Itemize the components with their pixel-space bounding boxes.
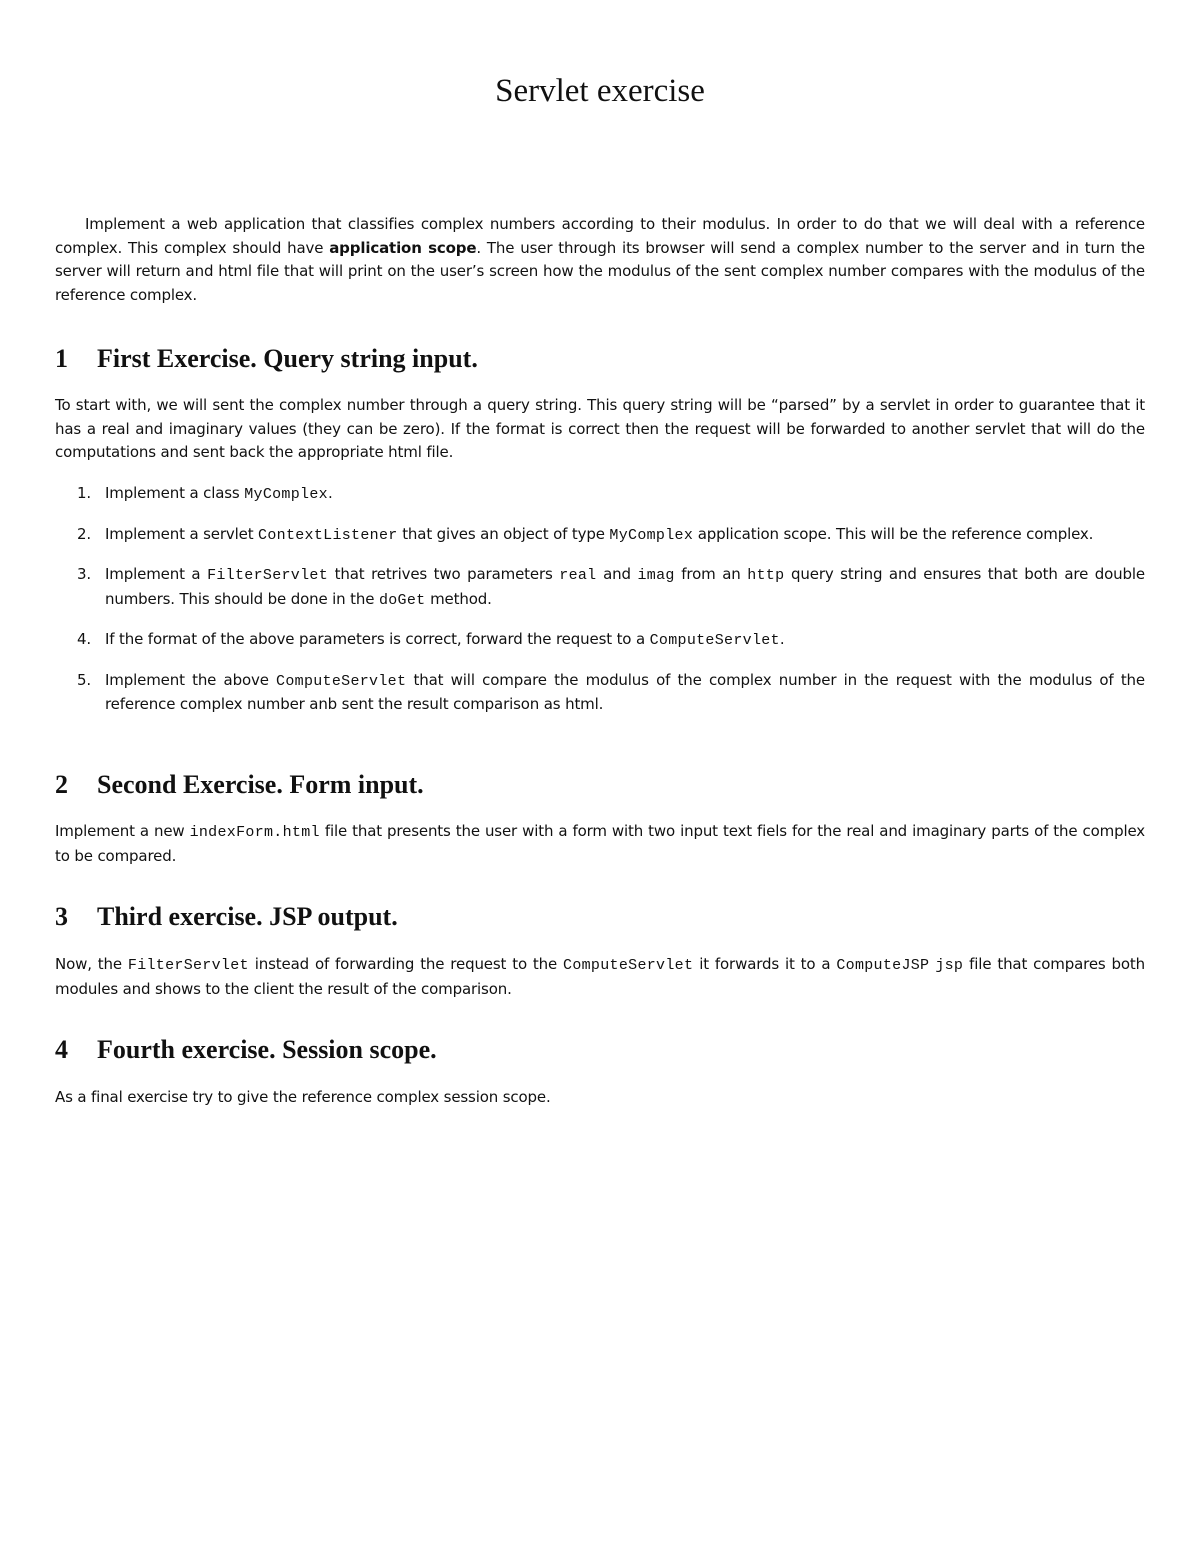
intro-text-1: Implement a web application that classifies complex numbers according to their modulus. In order to do that we will deal with a reference complex. This complex should have xyxy=(55,215,1145,257)
list-item-text: Implement a servlet xyxy=(105,524,259,543)
document-title: Servlet exercise xyxy=(495,73,705,109)
section-1-heading xyxy=(55,342,478,376)
code-term: real xyxy=(559,567,597,584)
section-4-heading xyxy=(55,1033,437,1067)
section-4-paragraph: As a final exercise try to give the reference complex session scope. xyxy=(55,1088,551,1106)
paragraph-text: Now, the xyxy=(55,955,128,973)
list-item-text: that retrives two parameters xyxy=(328,565,560,583)
paragraph-text: file that compares both modules and shows to the client the result of the comparison. xyxy=(55,955,1146,998)
list-item-text: and xyxy=(596,565,638,583)
code-term: ContextListener xyxy=(258,526,398,544)
code-term: FilterServlet xyxy=(207,567,328,584)
section-4-title: Fourth exercise. Session scope. xyxy=(97,1035,437,1064)
code-term: doGet xyxy=(378,591,426,609)
paragraph-text: instead of forwarding the request to the xyxy=(248,955,564,973)
code-term: ComputeJSP xyxy=(836,957,930,974)
section-2-title: Second Exercise. Form input. xyxy=(97,770,424,799)
task-list xyxy=(55,482,1145,717)
list-item-text: query string and ensures that both are double numbers. This should be done in the xyxy=(105,565,1145,608)
code-term: FilterServlet xyxy=(127,957,249,974)
section-1-title: First Exercise. Query string input. xyxy=(97,344,478,373)
paragraph-text: it forwards it to a xyxy=(693,955,837,973)
list-item xyxy=(55,482,1145,507)
code-term: MyComplex xyxy=(609,526,694,544)
intro-text-2: . The user through its browser will send a complex number to the server and in turn the server will return and html file that will print on the user’s screen how the modulus of the sent complex number compares with the modulus of the reference complex. xyxy=(55,238,1145,304)
code-term: MyComplex xyxy=(244,486,328,503)
list-item-text: Implement a xyxy=(105,565,208,583)
list-item-number: 4. xyxy=(77,630,92,648)
section-3-number: 3 xyxy=(55,902,68,931)
paragraph-text: file that presents the user with a form with two input text fiels for the real and imaginary parts of the complex to be compared. xyxy=(55,822,1145,865)
code-term: http xyxy=(747,567,785,584)
list-item-text: that gives an object of type xyxy=(397,524,610,543)
intro-bold-term: application scope xyxy=(329,238,477,257)
list-item-text: from an xyxy=(674,565,748,583)
list-item-text: If the format of the above parameters is correct, forward the request to a xyxy=(105,630,650,648)
list-item xyxy=(55,628,1145,653)
code-term: ComputeServlet xyxy=(563,957,694,974)
section-4-number: 4 xyxy=(55,1035,68,1064)
list-item xyxy=(55,669,1145,717)
list-item-text: Implement a class xyxy=(105,484,245,502)
code-term: ComputeServlet xyxy=(649,632,780,649)
section-2-number: 2 xyxy=(55,770,68,799)
code-term: jsp xyxy=(935,957,964,974)
list-item-number: 5. xyxy=(77,670,92,689)
code-term: indexForm.html xyxy=(189,824,320,841)
section-3-title: Third exercise. JSP output. xyxy=(97,902,398,931)
list-item xyxy=(55,523,1145,548)
list-item-number: 2. xyxy=(77,524,92,543)
intro-paragraph xyxy=(55,213,1145,307)
list-item-text: method. xyxy=(425,589,492,608)
list-item-number: 1. xyxy=(77,484,92,502)
list-item xyxy=(55,563,1145,612)
list-item-text: Implement the above xyxy=(105,670,277,689)
section-2-paragraph xyxy=(55,820,1145,868)
paragraph-text: Implement a new xyxy=(55,822,190,840)
code-term: ComputeServlet xyxy=(276,672,407,690)
section-1-number: 1 xyxy=(55,344,68,373)
list-item-text: application scope. This will be the reference complex. xyxy=(693,524,1094,543)
section-3-heading xyxy=(55,900,398,934)
list-item-text: . xyxy=(779,630,785,648)
code-term: imag xyxy=(637,567,675,584)
section-3-paragraph xyxy=(55,953,1145,1001)
list-item-text: that will compare the modulus of the complex number in the request with the modulus of the reference complex number anb sent the result comparison as html. xyxy=(105,670,1145,713)
section-1-paragraph: To start with, we will sent the complex number through a query string. This query string will be “parsed” by a servlet in order to guarantee that it has a real and imaginary values (they can be zero). If the format is correct then the request will be forwarded to another servlet that will do the computations and sent back the appropriate html file. xyxy=(55,396,1145,461)
list-item-number: 3. xyxy=(77,565,92,583)
section-2-heading xyxy=(55,768,424,802)
list-item-text: . xyxy=(327,484,333,502)
